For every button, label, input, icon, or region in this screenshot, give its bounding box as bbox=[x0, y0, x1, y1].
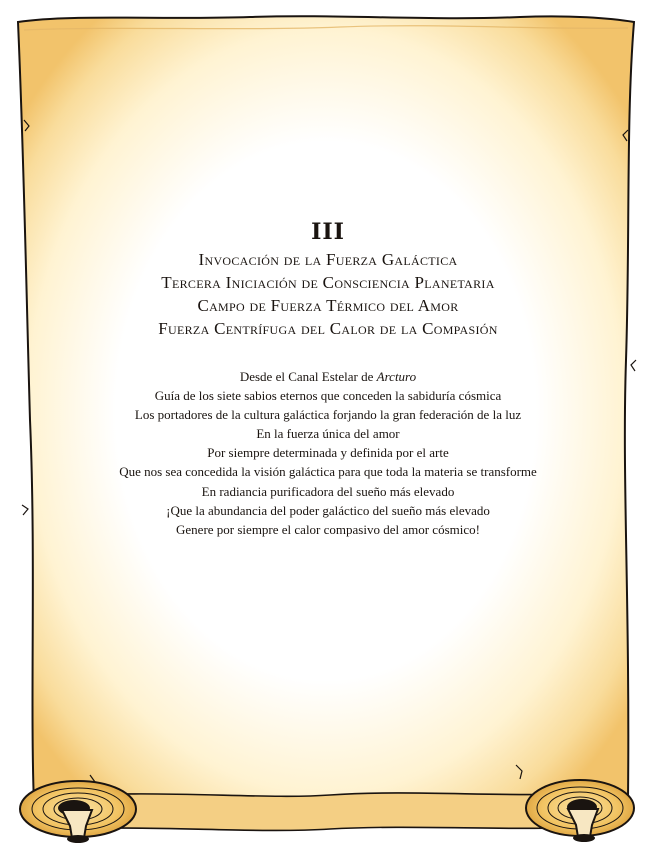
left-scroll-roll bbox=[20, 781, 136, 843]
verse-line: Genere por siempre el calor compasivo del amor cósmico! bbox=[176, 521, 480, 537]
right-scroll-roll bbox=[526, 780, 634, 842]
verse-line: Por siempre determinada y definida por el arte bbox=[207, 445, 449, 461]
verse-line: Que nos sea concedida la visión galáctica para que toda la materia se transforme bbox=[119, 464, 537, 480]
title-line: Tercera Iniciación de Consciencia Planetaria bbox=[161, 273, 495, 292]
verse-line: En la fuerza única del amor bbox=[256, 426, 400, 442]
verse-line: ¡Que la abundancia del poder galáctico del sueño más elevado bbox=[166, 502, 490, 518]
verse-line-prefix: Desde el Canal Estelar de bbox=[239, 369, 377, 384]
verse-line bbox=[40, 367, 616, 386]
invocation-titles bbox=[40, 248, 616, 340]
section-numeral: III bbox=[311, 219, 345, 245]
title-line: Campo de Fuerza Térmico del Amor bbox=[197, 296, 459, 315]
verse-line-italic: Arcturo bbox=[376, 369, 417, 384]
verse-line: Los portadores de la cultura galáctica forjando la gran federación de la luz bbox=[134, 407, 522, 423]
verse-line: Guía de los siete sabios eternos que conceden la sabiduría cósmica bbox=[154, 388, 502, 404]
invocation-text bbox=[40, 218, 616, 539]
verse-line: En radiancia purificadora del sueño más elevado bbox=[201, 483, 455, 499]
title-line: Invocación de la Fuerza Galáctica bbox=[198, 250, 458, 269]
invocation-verse bbox=[40, 367, 616, 539]
title-line: Fuerza Centrífuga del Calor de la Compasión bbox=[158, 319, 498, 338]
